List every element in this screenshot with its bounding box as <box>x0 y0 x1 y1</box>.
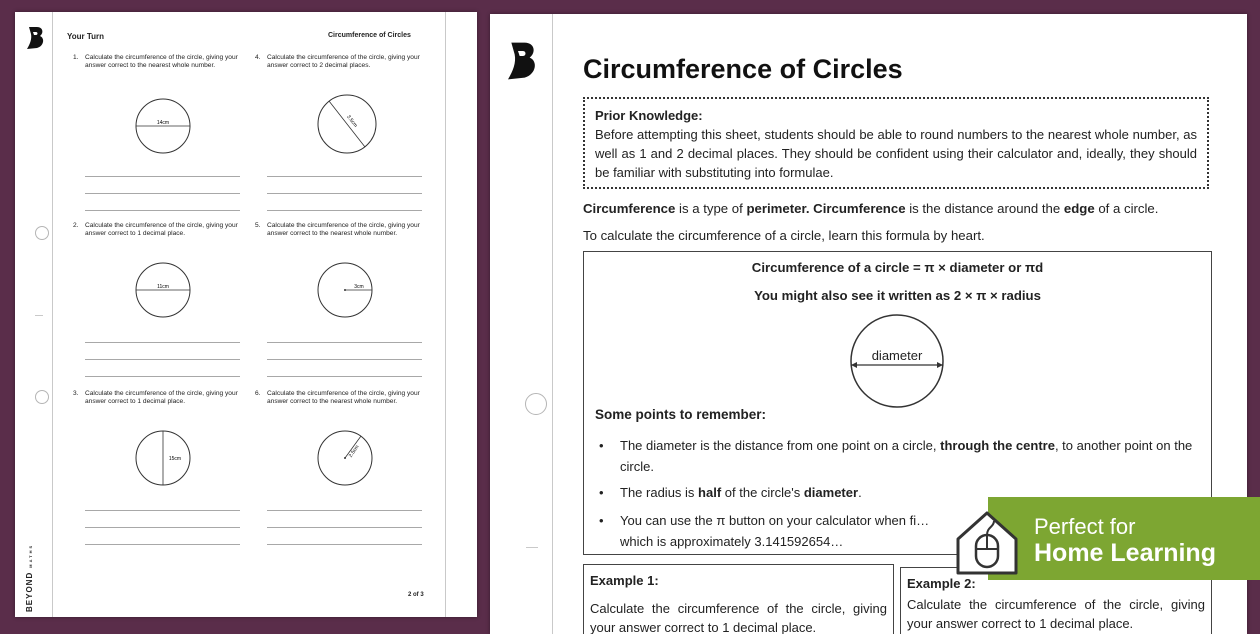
example-heading: Example 2: <box>907 576 976 591</box>
text: of the circle's <box>721 485 804 500</box>
punch-hole <box>35 390 49 404</box>
formula-alt-line: You might also see it written as 2 × π × radius <box>754 288 1041 303</box>
margin-line <box>445 12 446 617</box>
question-number: 1. <box>73 54 79 61</box>
punch-hole <box>525 393 547 415</box>
circle-diagram-q4 <box>315 92 379 156</box>
answer-line <box>267 527 422 528</box>
answer-line <box>85 376 240 377</box>
badge-line-2: Home Learning <box>1034 539 1216 567</box>
answer-line <box>267 510 422 511</box>
brand-wordmark <box>25 544 34 612</box>
measurement-label: 2.5cm <box>347 444 361 459</box>
circle-diagram-q3 <box>133 428 193 488</box>
question-number: 5. <box>255 222 261 229</box>
measurement-label: 15cm <box>168 456 182 462</box>
page-title: Circumference of Circles <box>583 54 903 84</box>
points-heading: Some points to remember: <box>595 407 767 422</box>
measurement-label: 3.5cm <box>345 114 359 129</box>
margin-line <box>552 14 553 634</box>
answer-line <box>85 544 240 545</box>
answer-line <box>85 210 240 211</box>
house-mouse-icon <box>954 507 1020 577</box>
question-text: Calculate the circumference of the circle, giving your answer correct to 2 decimal places. <box>267 54 420 69</box>
sheet-title: Circumference of Circles <box>328 32 411 39</box>
beyond-logo-icon <box>506 41 540 81</box>
question-number: 4. <box>255 54 261 61</box>
fold-mark <box>526 547 538 548</box>
bullet-dot: • <box>599 485 604 500</box>
page-number: 2 of 3 <box>408 592 424 598</box>
text: is a type of <box>675 201 747 216</box>
answer-line <box>85 510 240 511</box>
text: The radius is <box>620 485 699 500</box>
answer-line <box>267 359 422 360</box>
answer-line <box>267 193 422 194</box>
section-heading: Your Turn <box>67 32 105 41</box>
answer-line <box>267 544 422 545</box>
question-text: Calculate the circumference of the circle, giving your answer correct to 1 decimal place. <box>85 390 238 405</box>
bold-term: edge <box>1063 201 1095 216</box>
prior-knowledge-text: Before attempting this sheet, students should be able to round numbers to the nearest whole number, as well as 1 and 2 decimal places. They should be confident using their calculator and, ideally, they should be familiar with substituting into formulae. <box>595 127 1197 180</box>
example-text: Calculate the circumference of the circle, giving your answer correct to 1 decimal place. <box>907 597 1205 631</box>
circle-diagram-q1 <box>133 96 193 156</box>
example-text: Calculate the circumference of the circle, giving your answer correct to 1 decimal place. <box>590 601 887 634</box>
diameter-label: diameter <box>871 348 923 363</box>
diameter-diagram <box>848 312 946 410</box>
text: . <box>858 485 862 500</box>
answer-line <box>85 176 240 177</box>
answer-line <box>267 376 422 377</box>
example-1-box <box>583 564 894 634</box>
question-text: Calculate the circumference of the circle, giving your answer correct to the nearest whole number. <box>267 222 420 237</box>
fold-mark <box>35 315 43 316</box>
bullet-dot: • <box>599 438 604 453</box>
question-text: Calculate the circumference of the circle, giving your answer correct to the nearest whole number. <box>85 54 238 69</box>
formula-line: Circumference of a circle = π × diameter or πd <box>751 260 1044 275</box>
prior-knowledge-box <box>583 97 1209 189</box>
prior-knowledge-heading: Prior Knowledge: <box>595 108 703 123</box>
example-heading: Example 1: <box>590 573 659 588</box>
home-learning-badge <box>988 497 1260 580</box>
bullet-dot: • <box>599 513 604 528</box>
brand-subtitle: MATHS <box>28 543 33 568</box>
beyond-logo-icon <box>26 26 46 50</box>
instruction-paragraph: To calculate the circumference of a circle, learn this formula by heart. <box>583 228 985 243</box>
circle-diagram-q2 <box>133 260 193 320</box>
answer-line <box>267 176 422 177</box>
bold-term: perimeter. <box>746 201 810 216</box>
worksheet-page-left <box>15 12 477 617</box>
question-text: Calculate the circumference of the circle, giving your answer correct to the nearest whole number. <box>267 390 420 405</box>
circle-diagram-q5 <box>315 260 375 320</box>
bold-term: half <box>698 485 722 500</box>
bold-term: diameter <box>803 485 859 500</box>
answer-line <box>85 359 240 360</box>
definition-paragraph <box>583 201 1158 216</box>
bold-term: Circumference <box>809 201 906 216</box>
measurement-label: 11cm <box>157 284 169 290</box>
measurement-label: 3cm <box>354 284 364 290</box>
badge-line-1: Perfect for <box>1034 514 1136 539</box>
answer-line <box>85 342 240 343</box>
text: , to another point on the circle. <box>620 438 1193 474</box>
question-text: Calculate the circumference of the circle, giving your answer correct to 1 decimal place. <box>85 222 238 237</box>
bold-term: through the centre <box>940 438 1055 453</box>
text: You can use the π button on your calculator when fi… which is approximately 3.141592654… <box>620 513 930 549</box>
punch-hole <box>35 226 49 240</box>
text: is the distance around the <box>905 201 1064 216</box>
answer-line <box>85 193 240 194</box>
answer-line <box>267 342 422 343</box>
margin-line <box>52 12 53 617</box>
text: The diameter is the distance from one point on a circle, <box>620 438 941 453</box>
measurement-label: 14cm <box>156 120 170 126</box>
answer-line <box>267 210 422 211</box>
circle-diagram-q6 <box>315 428 375 488</box>
answer-line <box>85 527 240 528</box>
bullet-item <box>599 435 1199 477</box>
brand-name: BEYOND <box>25 571 34 612</box>
question-number: 2. <box>73 222 79 229</box>
bold-term: Circumference <box>583 201 676 216</box>
text: of a circle. <box>1094 201 1159 216</box>
question-number: 6. <box>255 390 261 397</box>
question-number: 3. <box>73 390 79 397</box>
